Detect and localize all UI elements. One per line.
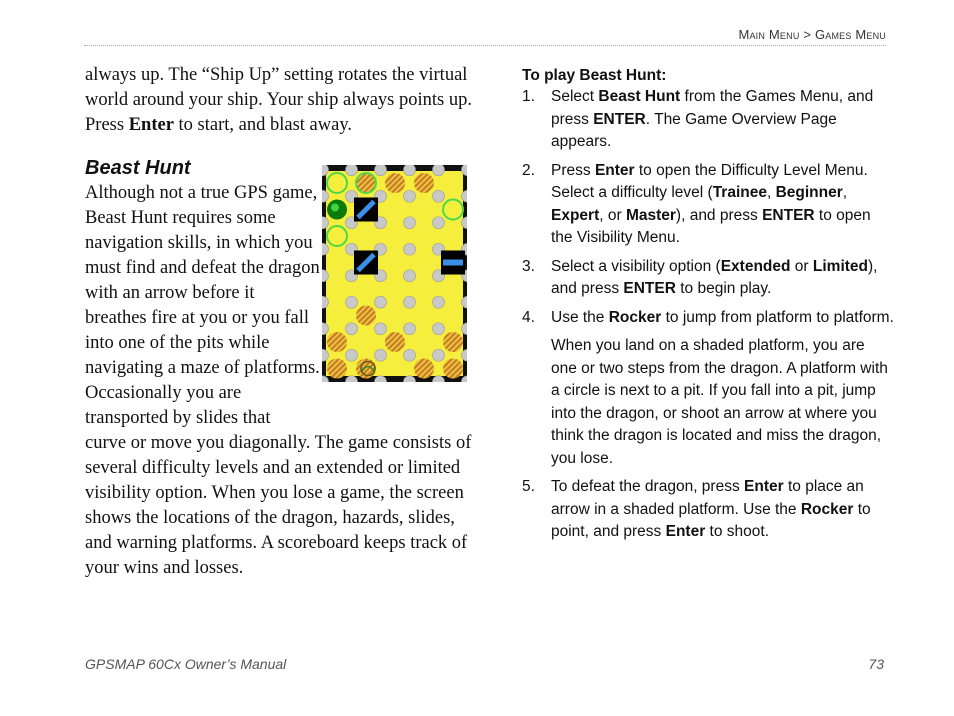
rock-marker bbox=[346, 165, 358, 176]
step-number: 3. bbox=[522, 257, 535, 275]
step-5 bbox=[522, 476, 894, 544]
step-text: ), and press bbox=[551, 257, 878, 297]
step-text: To defeat the dragon, press bbox=[551, 478, 745, 495]
right-column bbox=[522, 66, 894, 550]
footer-manual-title: GPSMAP 60Cx Owner’s Manual bbox=[85, 656, 287, 672]
step-text: or bbox=[790, 257, 813, 275]
step-text: to open the Difficulty Level Menu. Select a difficulty level ( bbox=[551, 161, 868, 201]
rock-marker bbox=[346, 296, 358, 308]
pit-platform bbox=[414, 359, 434, 379]
rock-marker bbox=[375, 323, 387, 335]
rock-marker bbox=[433, 217, 445, 229]
intro-text-2: to start, and blast away. bbox=[173, 115, 353, 135]
pit-platform bbox=[414, 173, 434, 193]
instructions-title: To play Beast Hunt: bbox=[522, 67, 667, 84]
header-divider bbox=[84, 45, 886, 46]
pit-platform bbox=[385, 173, 405, 193]
section-title: Beast Hunt bbox=[85, 157, 191, 179]
rock-marker bbox=[404, 296, 416, 308]
rock-marker bbox=[375, 165, 387, 176]
rock-marker bbox=[375, 349, 387, 361]
rock-marker bbox=[346, 323, 358, 335]
step-text: to point, and press bbox=[551, 500, 871, 540]
step-bold: ENTER bbox=[762, 206, 815, 224]
step-text: , bbox=[842, 184, 848, 201]
step-text: to shoot. bbox=[705, 523, 769, 540]
step-text: , bbox=[766, 184, 776, 201]
step-bold: ENTER bbox=[593, 110, 646, 128]
rock-marker bbox=[404, 243, 416, 255]
game-board bbox=[322, 165, 467, 382]
step-text: to jump from platform to platform. bbox=[661, 308, 894, 326]
step-4-note: When you land on a shaded platform, you are one or two steps from the dragon. A platform with a circle is next to a pit. If you fall into a pit, jump into the dragon, or shoot an arrow at where you think the dragon is located and miss the dragon, you lose. bbox=[551, 337, 888, 467]
step-text: . The Game Overview Page appears. bbox=[551, 110, 837, 150]
step-number: 1. bbox=[522, 88, 535, 105]
step-number: 2. bbox=[522, 161, 535, 179]
rock-marker bbox=[375, 296, 387, 308]
step-text: Use the bbox=[551, 308, 609, 326]
breadcrumb-separator: > bbox=[803, 27, 812, 42]
step-2 bbox=[522, 160, 894, 250]
rock-marker bbox=[404, 165, 416, 176]
step-bold: Limited bbox=[812, 257, 869, 275]
step-bold: Master bbox=[625, 206, 676, 224]
pit-platform bbox=[443, 359, 463, 379]
rock-marker bbox=[404, 323, 416, 335]
step-text: Select a visibility option ( bbox=[551, 257, 721, 275]
rock-marker bbox=[433, 349, 445, 361]
rock-marker bbox=[404, 349, 416, 361]
step-bold: Enter bbox=[744, 478, 784, 495]
rock-marker bbox=[322, 376, 329, 382]
intro-paragraph bbox=[85, 63, 475, 138]
rock-marker bbox=[404, 190, 416, 202]
player-highlight bbox=[331, 204, 339, 212]
step-text: ), and press bbox=[675, 206, 763, 224]
step-text: Press bbox=[551, 161, 595, 179]
pit-platform bbox=[443, 332, 463, 352]
step-text: , or bbox=[599, 206, 626, 224]
rock-marker bbox=[375, 376, 387, 382]
rock-marker bbox=[462, 376, 468, 382]
pit-platform bbox=[327, 332, 347, 352]
rock-marker bbox=[346, 349, 358, 361]
breadcrumb-main: Main Menu bbox=[738, 27, 800, 42]
body-rest: curve or move you diagonally. The game consists of several difficulty levels and an extended or limited visibility option. When you lose a game, the screen shows the locations of the dragon, hazards, slides, and warning platforms. A scoreboard keeps track of your wins and losses. bbox=[85, 433, 472, 578]
rock-marker bbox=[433, 323, 445, 335]
step-number: 4. bbox=[522, 308, 535, 326]
footer-page-number: 73 bbox=[868, 656, 884, 672]
step-bold: Expert bbox=[551, 206, 600, 224]
rock-marker bbox=[404, 217, 416, 229]
step-bold: ENTER bbox=[623, 280, 676, 297]
rock-marker bbox=[404, 270, 416, 282]
step-4 bbox=[522, 307, 894, 330]
breadcrumb-sub: Games Menu bbox=[814, 27, 886, 42]
slide-horizontal bbox=[443, 260, 463, 266]
rock-marker bbox=[404, 376, 416, 382]
step-1 bbox=[522, 86, 894, 154]
rock-marker bbox=[433, 296, 445, 308]
intro-text-1: always up. The “Ship Up” setting rotates the virtual world around your ship. Your ship always points up. Press bbox=[85, 65, 472, 135]
step-text: Select bbox=[551, 88, 599, 105]
rock-marker bbox=[433, 376, 445, 382]
step-bold: Rocker bbox=[800, 500, 854, 518]
step-3 bbox=[522, 256, 894, 301]
rock-marker bbox=[433, 190, 445, 202]
rock-marker bbox=[433, 165, 445, 176]
breadcrumb bbox=[84, 27, 886, 42]
beast-hunt-screenshot bbox=[322, 165, 467, 382]
pit-platform bbox=[327, 359, 347, 379]
step-text: from the Games Menu, and press bbox=[551, 88, 874, 128]
step-number: 5. bbox=[522, 478, 535, 495]
body-wrap: Although not a true GPS game, Beast Hunt requires some navigation skills, in which you must find and defeat the dragon with an arrow before it breathes fire at you or you fall into one of the pits while navigating a maze of platforms. Occasionally you are transported by slides that bbox=[85, 183, 320, 428]
step-text: to open the Visibility Menu. bbox=[551, 206, 871, 246]
step-text: to place an arrow in a shaded platform. Use the bbox=[551, 478, 864, 518]
step-bold: Beast Hunt bbox=[598, 88, 681, 105]
intro-enter: Enter bbox=[128, 115, 174, 135]
pit-platform bbox=[385, 332, 405, 352]
step-text: to begin play. bbox=[675, 280, 772, 297]
step-bold: Rocker bbox=[608, 308, 662, 326]
step-bold: Enter bbox=[594, 161, 635, 179]
step-bold: Enter bbox=[665, 523, 706, 540]
pit-platform bbox=[356, 306, 376, 326]
step-bold: Beginner bbox=[775, 184, 843, 201]
step-bold: Extended bbox=[720, 257, 791, 275]
rock-marker bbox=[346, 376, 358, 382]
step-bold: Trainee bbox=[712, 184, 767, 201]
